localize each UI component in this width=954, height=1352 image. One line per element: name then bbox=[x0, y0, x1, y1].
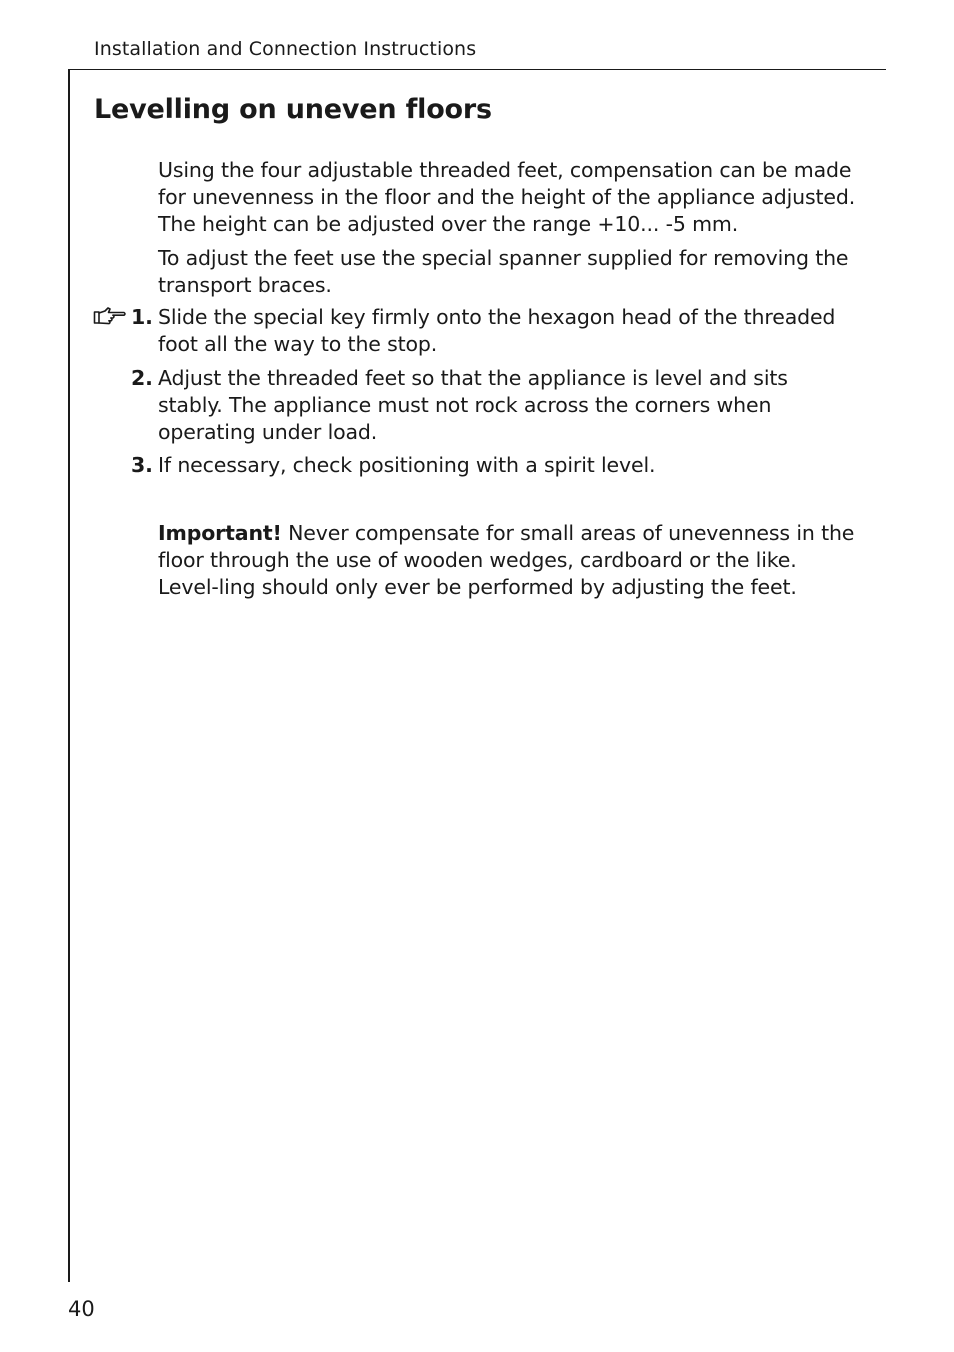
step-item bbox=[131, 365, 858, 446]
pointing-hand-icon bbox=[93, 306, 127, 328]
header-rule bbox=[68, 69, 886, 70]
important-label: Important! bbox=[158, 521, 282, 545]
page-number: 40 bbox=[68, 1297, 95, 1321]
step-item bbox=[131, 452, 858, 479]
running-header: Installation and Connection Instructions bbox=[94, 38, 477, 60]
step-number: 2. bbox=[131, 366, 153, 390]
step-number: 1. bbox=[131, 305, 153, 329]
step-text: Adjust the threaded feet so that the appliance is level and sits stably. The appliance must not rock across the corners when operating under load. bbox=[158, 366, 788, 444]
important-note bbox=[158, 520, 858, 601]
step-number: 3. bbox=[131, 453, 153, 477]
section-title: Levelling on uneven floors bbox=[94, 94, 492, 125]
intro-paragraph: Using the four adjustable threaded feet, compensation can be made for unevenness in the floor and the height of the appliance adjusted. The height can be adjusted over the range +10... -5 mm. bbox=[158, 158, 856, 236]
spanner-paragraph: To adjust the feet use the special spanner supplied for removing the transport braces. bbox=[158, 246, 849, 297]
margin-rule bbox=[68, 69, 70, 1282]
step-item bbox=[131, 304, 858, 358]
step-text: If necessary, check positioning with a spirit level. bbox=[158, 453, 656, 477]
important-text: Never compensate for small areas of unevenness in the floor through the use of wooden wedges, cardboard or the like. Level-ling should only ever be performed by adjusting the feet. bbox=[158, 521, 855, 599]
step-text: Slide the special key firmly onto the hexagon head of the threaded foot all the way to the stop. bbox=[158, 305, 836, 356]
